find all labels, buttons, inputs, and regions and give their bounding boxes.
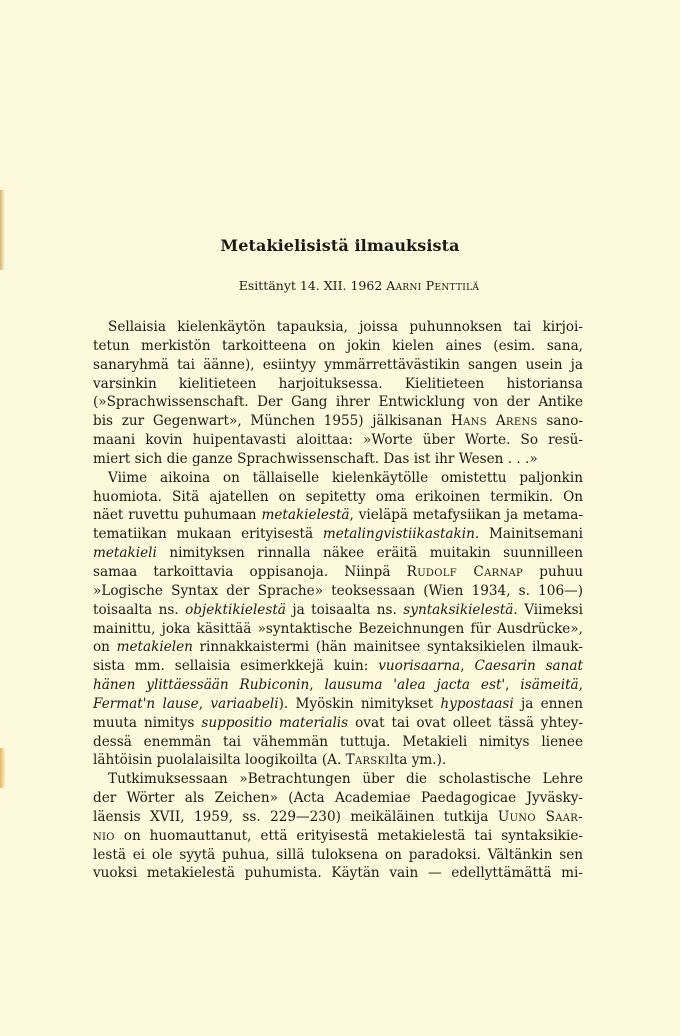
term: Caesarin sanat (474, 658, 583, 675)
text-line: tematiikan mukaan erityisestä metalingvistiikastakin. Mainitsemani (93, 526, 584, 543)
text-line: samaa tarkoittavia oppisanoja. Niinpä Rudolf Carnap puhuu (93, 563, 583, 580)
term: metakielestä (261, 507, 350, 524)
term: hänen ylittäessään Rubiconin (93, 677, 310, 694)
byline-date: Esittänyt 14. XII. 1962 (238, 278, 383, 293)
text-line: on metakielen rinnakkaistermi (hän mainitsee syntaksikielen ilmauk- (93, 639, 583, 656)
term: hypostaasi (440, 695, 514, 712)
text-line: vuoksi metakielestä puhumista. Käytän vain — edellyttämättä mi- (93, 865, 583, 882)
term: variaabeli (210, 695, 279, 712)
text-line: nio on huomauttanut, että erityisestä metakielestä tai syntaksikie- (93, 827, 583, 844)
author-name: nio (93, 827, 115, 844)
text-line: varsinkin kielitieteen harjoituksessa. Kielitieteen historiansa (93, 375, 583, 392)
text-line: Fermat'n lause, variaabeli). Myöskin nimitykset hypostaasi ja ennen (93, 695, 583, 712)
text-line: näet ruvettu puhumaan metakielestä, vieläpä metafysiikan ja metama- (93, 507, 583, 524)
text-line: läensis XVII, 1959, ss. 229—230) meikäläinen tutkija Uuno Saar- (93, 808, 583, 825)
author-name: Uuno Saar- (497, 808, 583, 825)
term: metakielen (116, 639, 193, 656)
text-line: metakieli nimityksen rinnalla näkee eräitä muitakin suunnilleen (93, 545, 583, 562)
text-line: maani kovin huipentavasti aloittaa: »Worte über Worte. So resü- (93, 432, 583, 449)
term: Fermat'n lause (93, 695, 199, 712)
text-line: sista mm. sellaisia esimerkkejä kuin: vuorisaarna, Caesarin sanat (93, 658, 583, 675)
text-line: tetun merkistön tarkoitteena on jokin kielen aines (esim. sana, (93, 337, 583, 354)
text-line: hänen ylittäessään Rubiconin, lausuma 'alea jacta est', isämeitä, (93, 677, 583, 694)
text-line: Tutkimuksessaan »Betrachtungen über die scholastische Lehre (108, 771, 583, 788)
text-line: mainittu, joka käsittää »syntaktische Bezeichnungen für Ausdrücke», (93, 620, 583, 637)
text-line: muuta nimitys suppositio materialis ovat tai ovat olleet tässä yhtey- (93, 714, 584, 731)
text-line: sanaryhmä tai äänne), esiintyy ymmärrettävästikin sangen usein ja (93, 356, 583, 373)
term: metalingvistiikastakin (322, 526, 475, 543)
text-line: dessä enemmän tai vähemmän tuttuja. Metakieli nimitys lienee (93, 733, 583, 750)
page-edge-stain (0, 190, 5, 270)
term: metakieli (93, 545, 157, 562)
text-line: lähtöisin puolalaisilta loogikoilta (A. Tarskilta ym.). (93, 752, 447, 769)
byline-author: Aarni Penttilä (386, 278, 480, 293)
text-line: der Wörter als Zeichen» (Acta Academiae Paedagogicae Jyväsky- (93, 790, 583, 807)
article-byline (0, 278, 680, 293)
author-name: Hans Arens (451, 413, 538, 430)
article-body (93, 318, 583, 883)
term: syntaksikielestä (403, 601, 514, 618)
term: vuorisaarna (378, 658, 461, 675)
text-line: »Logische Syntax der Sprache» teoksessaan (Wien 1934, s. 106—) (93, 582, 583, 599)
text-line: lestä ei ole syytä puhua, sillä tuloksena on paradoksi. Vältänkin sen (93, 846, 583, 863)
term: lausuma 'alea jacta est' (324, 677, 506, 694)
term: objektikielestä (185, 601, 286, 618)
text-line: Viime aikoina on tällaiselle kielenkäytölle omistettu paljonkin (108, 469, 583, 486)
text-line: toisaalta ns. objektikielestä ja toisaalta ns. syntaksikielestä. Viimeksi (93, 601, 583, 618)
text-line: huomiota. Sitä ajatellen on sepitetty oma erikoinen termikin. On (93, 488, 583, 505)
text-line: Sellaisia kielenkäytön tapauksia, joissa puhunnoksen tai kirjoi- (108, 319, 583, 335)
text-line: miert sich die ganze Sprachwissenschaft. Das ist ihr Wesen . . .» (93, 450, 538, 467)
author-name: Rudolf Carnap (406, 563, 524, 580)
text-line: bis zur Gegenwart», München 1955) jälkisanan Hans Arens sano- (93, 413, 584, 430)
page-edge-stain (0, 748, 6, 788)
article-title: Metakielisistä ilmauksista (220, 236, 460, 255)
author-name: Tarski (345, 752, 390, 769)
term: suppositio materialis (201, 714, 349, 731)
term: isämeitä (520, 677, 579, 694)
text-line: (»Sprachwissenschaft. Der Gang ihrer Entwicklung von der Antike (93, 394, 583, 411)
